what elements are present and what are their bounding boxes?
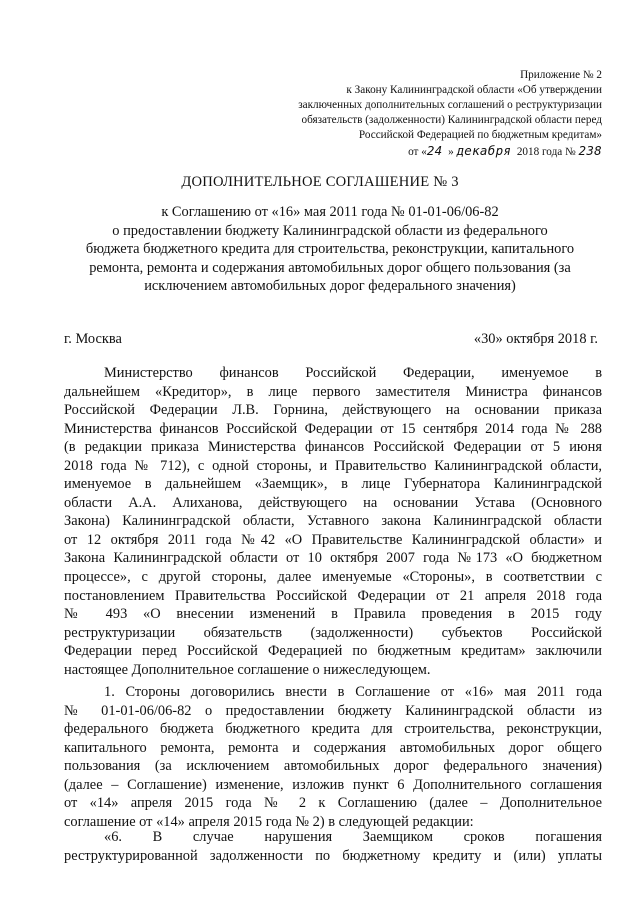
subject-line: о предоставлении бюджету Калининградской области из федерального [112, 222, 548, 239]
paragraph-line: соглашение от «14» апреля 2015 года № 2) в следующей редакции: [64, 813, 474, 830]
appendix-law-line: обязательств (задолженности) Калининградской области перед [301, 114, 602, 126]
subject-line: исключением автомобильных дорог федерального значения) [144, 278, 516, 295]
appendix-date-mid: » [448, 146, 454, 158]
paragraph-line: 1. Стороны договорились внести в Соглашение от «16» мая 2011 года [104, 684, 602, 700]
paragraph-line: области А.А. Алиханова, действующего на основании Устава (Основного [64, 494, 602, 511]
handwritten-month: декабря [456, 143, 512, 158]
subject-line: бюджета бюджетного кредита для строительства, реконструкции, капитального [85, 241, 575, 258]
paragraph-line: капитального ремонта, ремонта и содержания автомобильных дорог общего [64, 739, 602, 756]
paragraph-line: пользования (за исключением автомобильных дорог федерального значения) [64, 758, 602, 775]
appendix-date-prefix: от « [408, 146, 427, 158]
appendix-label: Приложение № 2 [520, 69, 602, 81]
paragraph-line: Министерство финансов Российской Федерации, именуемое в [104, 365, 602, 381]
paragraph-clause-6 [64, 828, 602, 865]
paragraph-line: именуемое в дальнейшем «Заемщик», в лице Губернатора Калининградской [64, 476, 602, 493]
paragraph-line: Закона Калининградской области от 10 октября 2007 года №173 «О бюджетном [64, 550, 602, 567]
subject-line: к Соглашению от «16» мая 2011 года № 01-01-06/06-82 [161, 204, 499, 220]
handwritten-number: 238 [578, 143, 602, 158]
paragraph-line: (далее – Соглашение) изменение, изложив пункт 6 Дополнительного соглашения [64, 776, 602, 793]
paragraph-line: Министерства финансов Российской Федерации от 15 сентября 2014 года № 288 [64, 420, 602, 437]
appendix-law-line: заключенных дополнительных соглашений о реструктуризации [298, 99, 602, 111]
appendix-header [242, 68, 602, 160]
appendix-year: 2018 года № [516, 146, 576, 158]
paragraph-line: № 01-01-06/06-82 о предоставлении бюджету Калининградской области из [64, 702, 602, 719]
document-subject [56, 203, 604, 296]
paragraph-line: дальнейшем «Кредитор», в лице первого заместителя Министра финансов [64, 383, 602, 400]
appendix-date-line [242, 143, 602, 160]
paragraph-line: реструктурированной задолженности по бюджетному кредиту и (или) уплаты [64, 847, 602, 864]
handwritten-day: 24 [426, 143, 443, 158]
paragraph-parties [64, 364, 602, 679]
appendix-law-line: к Закону Калининградской области «Об утверждении [346, 84, 602, 96]
paragraph-line: от «14» апреля 2015 года № 2 к Соглашению (далее – Дополнительное [64, 795, 602, 812]
paragraph-line: от 12 октября 2011 года №42 «О Правительстве Калининградской области» и [64, 531, 602, 548]
paragraph-line: Закона) Калининградской области, Уставного закона Калининградской области [64, 513, 602, 530]
paragraph-line: (в редакции приказа Министерства финансов Российской Федерации от 5 июня [64, 439, 602, 456]
paragraph-clause-1 [64, 683, 602, 831]
appendix-law-line: Российской Федерацией по бюджетным кредитам» [358, 129, 602, 141]
paragraph-line: Российской Федерации Л.В. Горнина, действующего на основании приказа [64, 402, 602, 419]
subject-line: ремонта, ремонта и содержания автомобильных дорог общего пользования (за [89, 259, 571, 276]
paragraph-line: постановлением Правительства Российской Федерации от 21 апреля 2018 года [64, 587, 602, 604]
paragraph-line: настоящее Дополнительное соглашение о нижеследующем. [64, 661, 431, 678]
paragraph-line: федерального бюджета бюджетного кредита для строительства, реконструкции, [64, 721, 602, 738]
paragraph-line: № 493 «О внесении изменений в Правила проведения в 2015 году [64, 606, 602, 623]
paragraph-line: Федерации перед Российской Федерацией по бюджетным кредитам» заключили [64, 643, 602, 660]
paragraph-line: реструктуризации обязательств (задолженности) субъектов Российской [64, 624, 602, 641]
paragraph-line: процессе», с другой стороны, далее именуемые «Стороны», в соответствии с [64, 569, 602, 586]
paragraph-line: 2018 года № 712), с одной стороны, и Правительство Калининградской области, [64, 457, 602, 474]
signing-date: «30» октября 2018 г. [473, 331, 598, 347]
paragraph-line: «6. В случае нарушения Заемщиком сроков погашения [104, 829, 602, 845]
signing-place: г. Москва [64, 331, 122, 347]
document-title: ДОПОЛНИТЕЛЬНОЕ СОГЛАШЕНИЕ № 3 [181, 174, 459, 190]
